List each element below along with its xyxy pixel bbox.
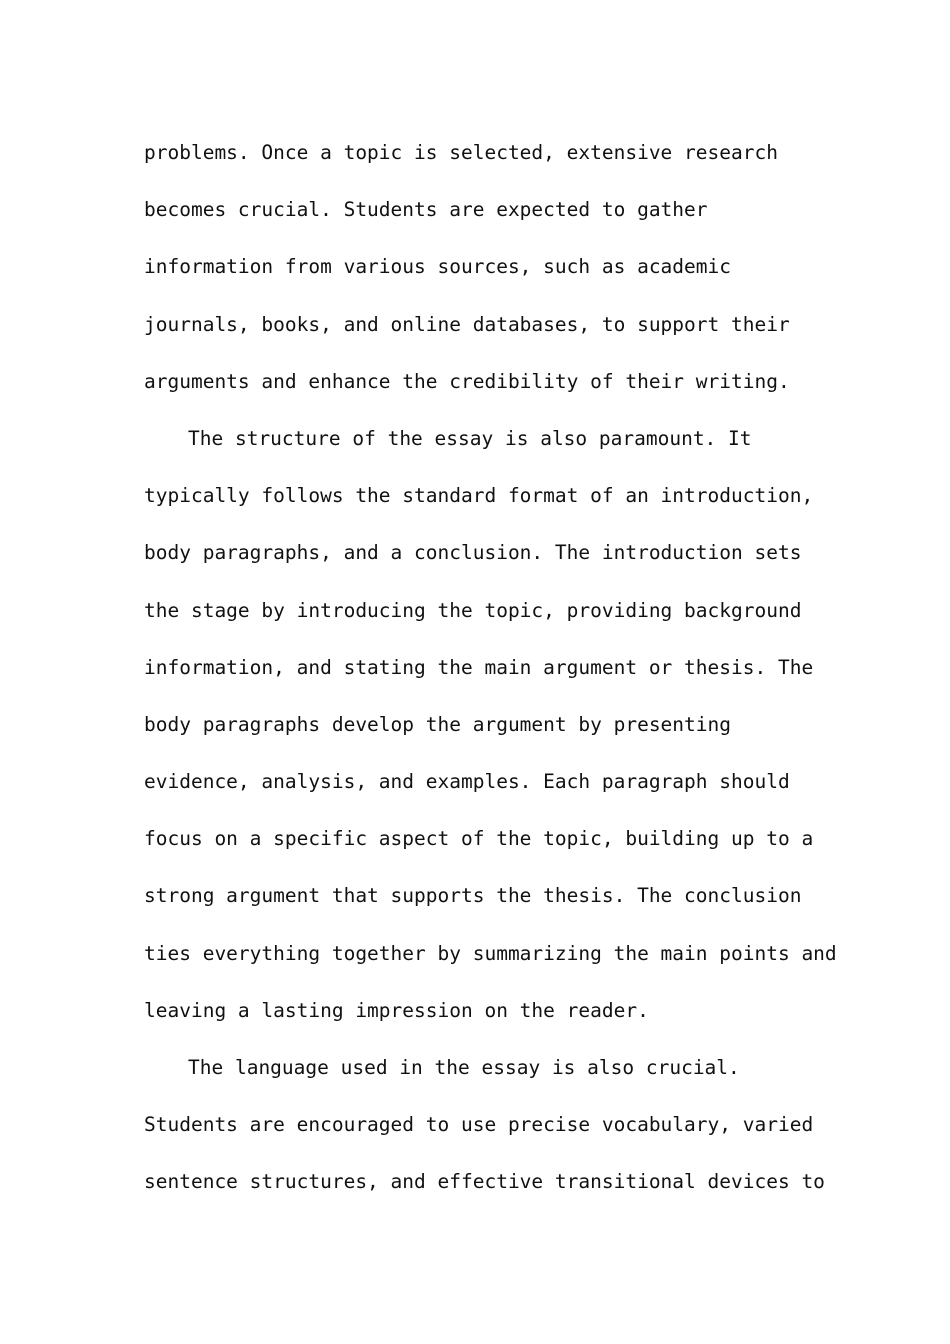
paragraph-first-line: The language used in the essay is also crucial. (188, 1056, 740, 1079)
text-line: ties everything together by summarizing the main points and (144, 941, 837, 965)
text-line: body paragraphs develop the argument by presenting (144, 712, 731, 736)
text-line: sentence structures, and effective transitional devices to (144, 1170, 825, 1194)
text-line: leaving a lasting impression on the reader. (144, 998, 649, 1022)
paragraph-first-line: The structure of the essay is also paramount. It (188, 426, 752, 450)
text-line: information from various sources, such as academic (144, 255, 731, 279)
text-line: problems. Once a topic is selected, extensive research (144, 141, 778, 164)
text-line: strong argument that supports the thesis. The conclusion (144, 884, 802, 908)
document-body (144, 124, 837, 1211)
text-line: focus on a specific aspect of the topic, building up to a (144, 827, 814, 851)
text-line: Students are encouraged to use precise vocabulary, varied (144, 1113, 814, 1137)
text-line: arguments and enhance the credibility of their writing. (144, 369, 790, 393)
text-line: body paragraphs, and a conclusion. The introduction sets (144, 541, 802, 565)
text-line: typically follows the standard format of an introduction, (144, 484, 814, 508)
text-line: evidence, analysis, and examples. Each paragraph should (144, 770, 790, 794)
text-line: the stage by introducing the topic, providing background (144, 598, 802, 622)
text-line: becomes crucial. Students are expected to gather (144, 198, 708, 222)
text-line: information, and stating the main argument or thesis. The (144, 655, 814, 679)
text-line: journals, books, and online databases, to support their (144, 312, 790, 336)
